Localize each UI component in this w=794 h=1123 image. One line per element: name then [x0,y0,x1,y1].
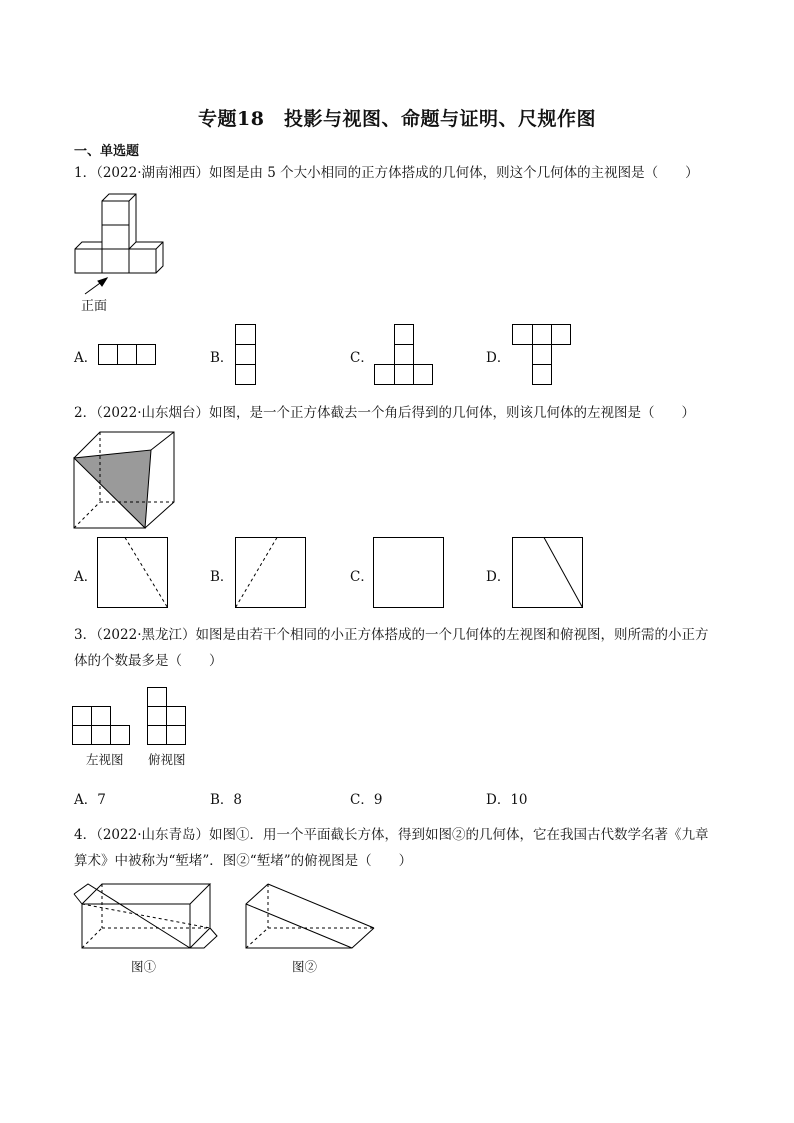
q3-top-view-caption: 俯视图 [148,752,186,767]
q4-figure-2-caption: 图② [292,959,318,974]
q2-option-a-label[interactable]: A． [74,569,98,585]
q4-figure-2 [244,882,376,952]
q1-option-a-figure[interactable] [98,344,158,366]
question-3-line-2: 体的个数最多是（ ） [74,653,223,669]
question-4-line-2: 算术》中被称为“堑堵”．图②“堑堵”的俯视图是（ ） [74,853,413,869]
q1-option-d-label[interactable]: D． [486,350,511,366]
q1-front-label: 正面 [81,299,108,314]
q1-solid-figure [70,190,190,290]
q2-option-c-label[interactable]: C． [350,569,374,585]
q4-figure-1 [72,882,222,952]
q3-top-view-figure [147,687,189,749]
q3-option-c[interactable]: C．9 [350,792,383,808]
q3-option-d[interactable]: D．10 [486,792,528,808]
q1-option-c-label[interactable]: C． [350,350,374,366]
page-title: 专题18 投影与视图、命题与证明、尺规作图 [198,108,596,130]
section-heading: 一、单选题 [74,144,140,159]
q4-figure-1-caption: 图① [131,959,157,974]
q2-option-d-label[interactable]: D． [486,569,511,585]
question-4-line-1: 4．（2022·山东青岛）如图①．用一个平面截长方体，得到如图②的几何体，它在我国古代数学名著《九章 [74,827,709,843]
q2-option-c-figure[interactable] [373,537,445,609]
q3-option-b[interactable]: B．8 [210,792,243,808]
q2-option-d-figure[interactable] [512,537,584,609]
question-1-text: 1．（2022·湖南湘西）如图是由 5 个大小相同的正方体搭成的几何体，则这个几何体的主视图是（ ） [74,165,699,181]
q1-option-d-figure[interactable] [512,324,574,386]
q1-option-b-label[interactable]: B． [210,350,234,366]
q2-cut-cube-figure [72,430,176,530]
q3-option-a[interactable]: A．7 [74,792,106,808]
question-3-line-1: 3．（2022·黑龙江）如图是由若干个相同的小正方体搭成的一个几何体的左视图和俯视图，则所需的小正方 [74,627,709,643]
q1-option-a-label[interactable]: A． [74,350,98,366]
q3-left-view-figure [72,706,134,748]
question-2-text: 2．（2022·山东烟台）如图，是一个正方体截去一个角后得到的几何体，则该几何体的左视图是（ ） [74,405,695,421]
q3-left-view-caption: 左视图 [86,752,124,767]
q1-option-c-figure[interactable] [374,324,436,386]
q2-option-b-label[interactable]: B． [210,569,234,585]
q2-option-a-figure[interactable] [97,537,169,609]
q1-option-b-figure[interactable] [235,324,257,386]
q2-option-b-figure[interactable] [235,537,307,609]
